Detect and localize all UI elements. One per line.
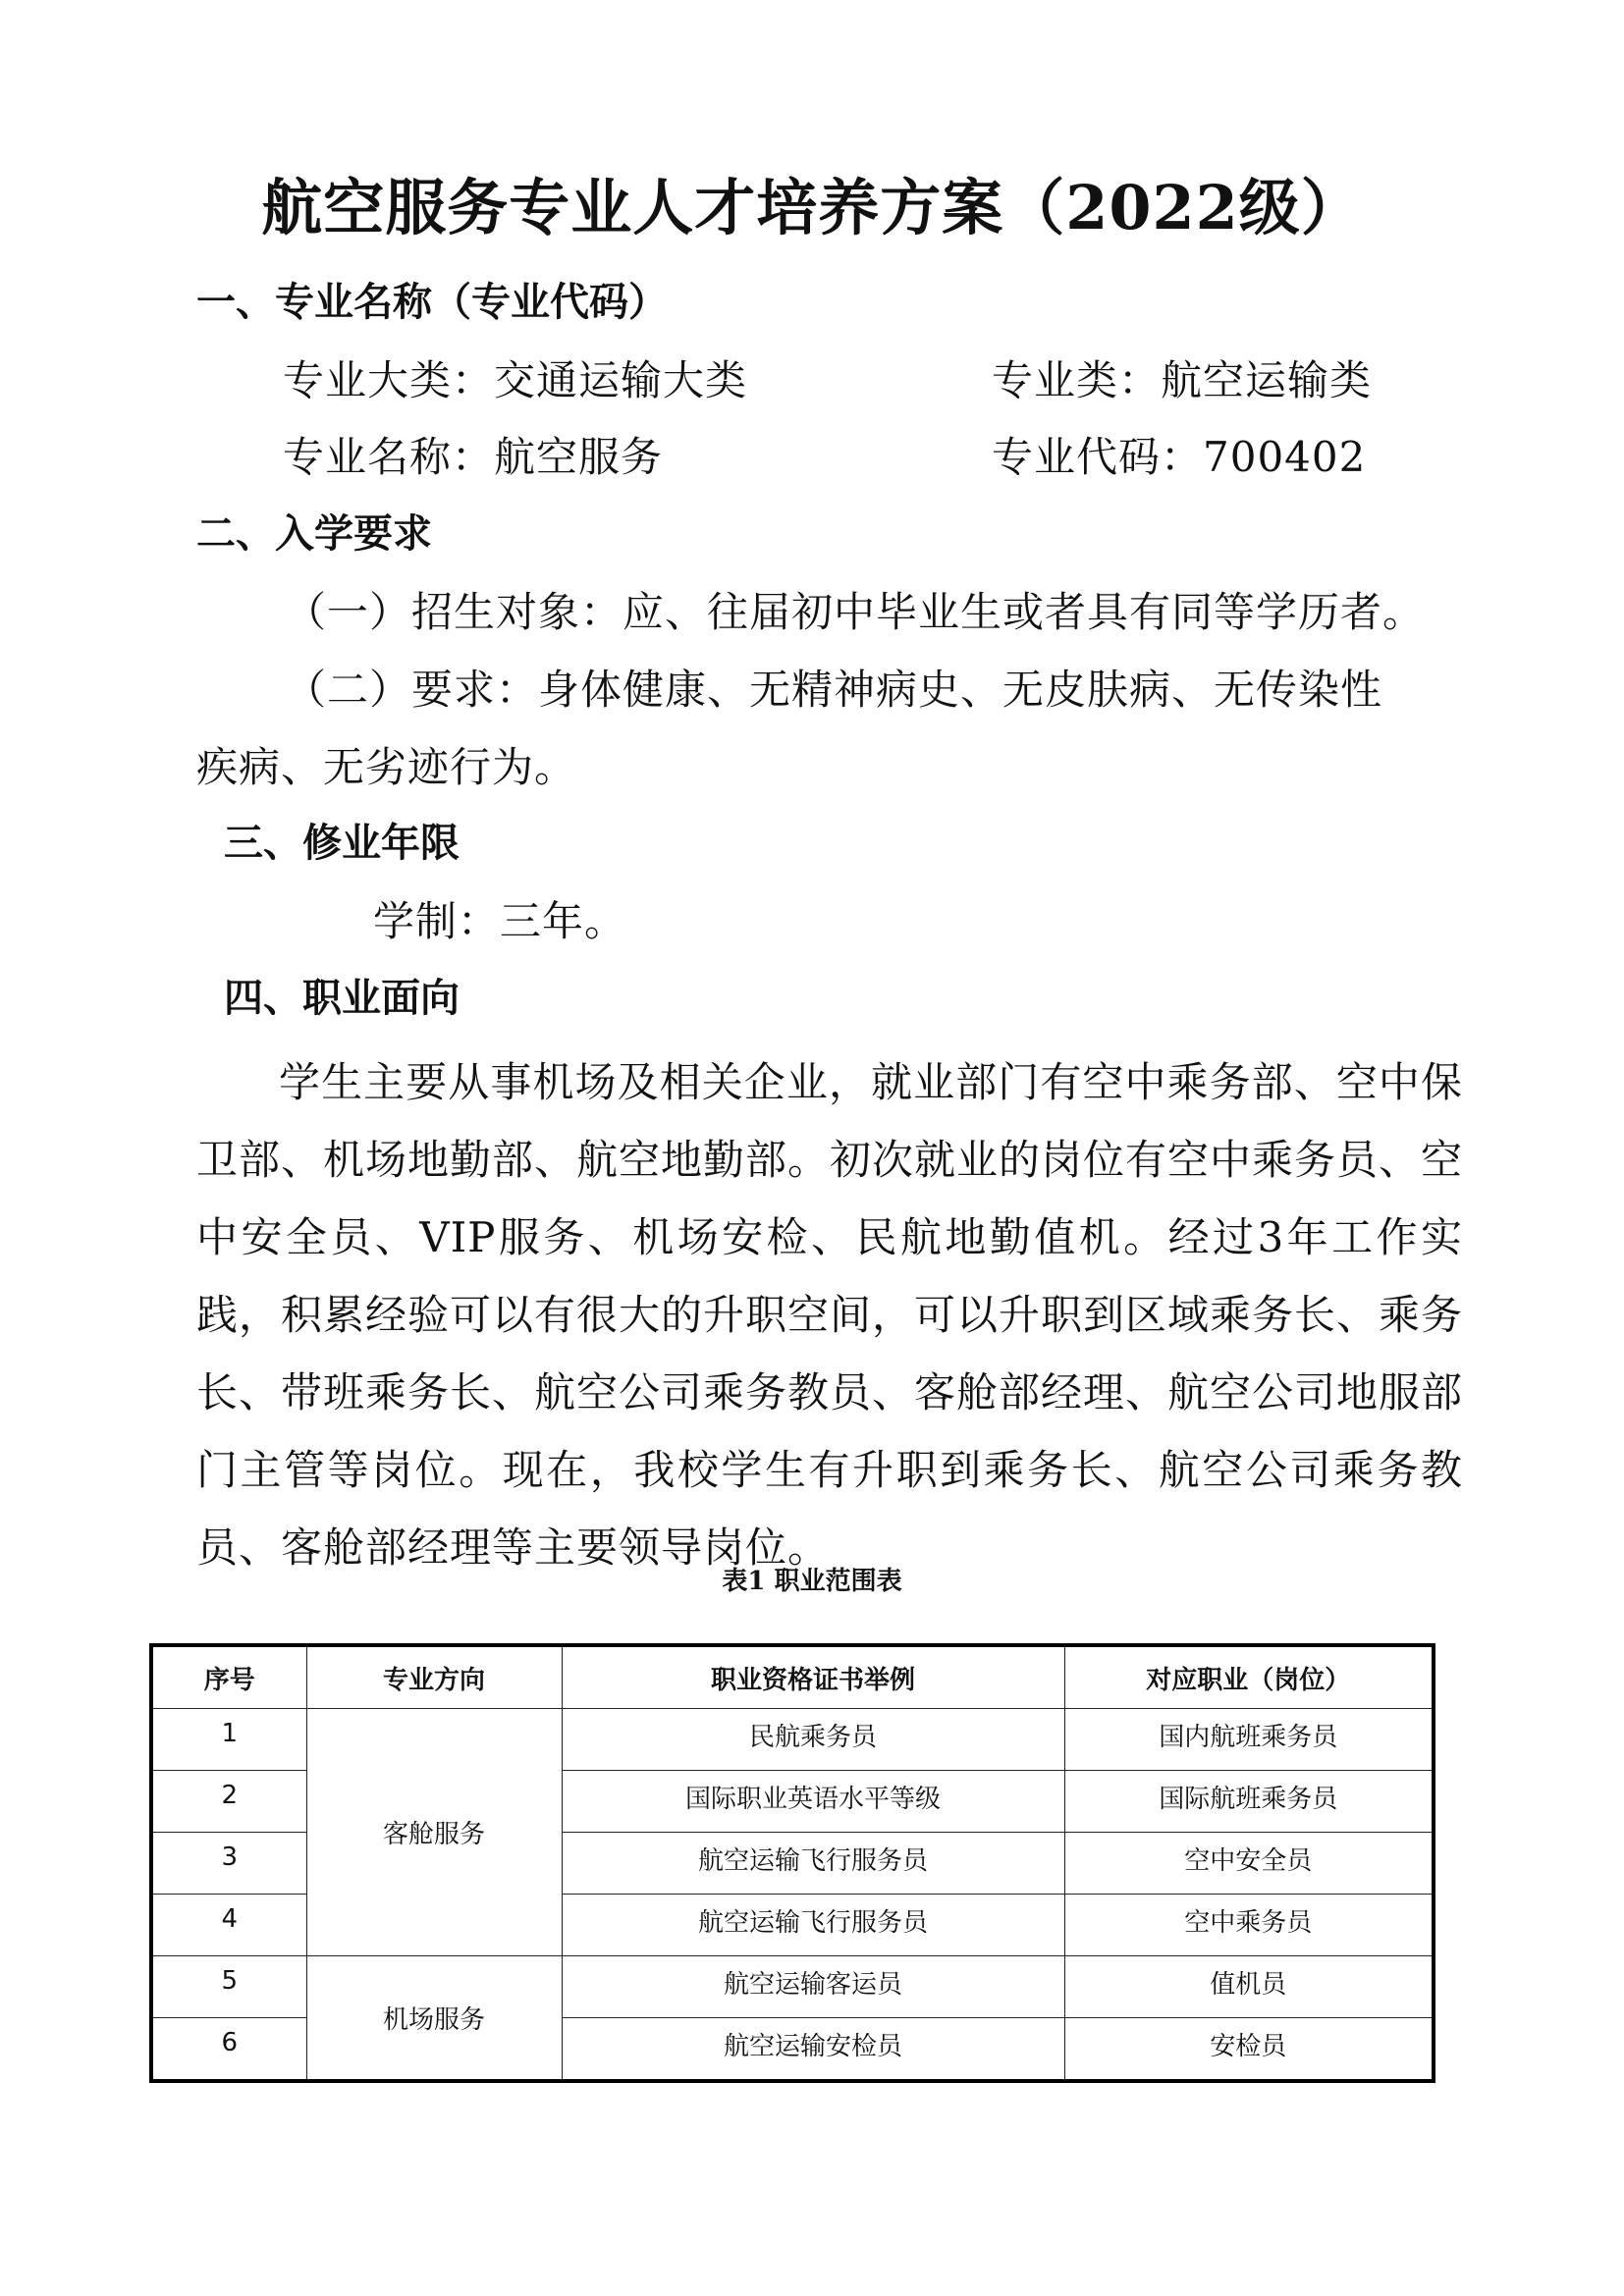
table-row — [151, 1709, 1434, 1771]
header-certificate: 职业资格证书举例 — [562, 1645, 1064, 1709]
header-serial: 序号 — [151, 1645, 306, 1709]
major-class: 专业类：航空运输类 — [992, 356, 1373, 404]
table-header-row — [151, 1645, 1434, 1709]
major-code: 专业代码：700402 — [992, 433, 1367, 481]
header-direction: 专业方向 — [306, 1645, 562, 1709]
major-name: 专业名称：航空服务 — [283, 433, 664, 481]
row-certificate: 航空运输客运员 — [562, 1956, 1064, 2018]
row-number: 1 — [151, 1709, 306, 1771]
row-job: 国内航班乘务员 — [1064, 1709, 1434, 1771]
row-certificate: 航空运输飞行服务员 — [562, 1895, 1064, 1956]
direction-airport-service: 机场服务 — [306, 1956, 562, 2082]
admission-target: （一）招生对象：应、往届初中毕业生或者具有同等学历者。 — [285, 588, 1426, 636]
row-job: 空中安全员 — [1064, 1833, 1434, 1895]
row-certificate: 航空运输飞行服务员 — [562, 1833, 1064, 1895]
admission-requirement-line1: （二）要求：身体健康、无精神病史、无皮肤病、无传染性 — [285, 666, 1383, 714]
career-scope-table — [149, 1643, 1435, 2083]
direction-cabin-service: 客舱服务 — [306, 1709, 562, 1956]
section3-heading: 三、修业年限 — [224, 820, 460, 866]
header-job: 对应职业（岗位） — [1064, 1645, 1434, 1709]
row-job: 值机员 — [1064, 1956, 1434, 2018]
section2-heading: 二、入学要求 — [196, 510, 432, 557]
row-number: 4 — [151, 1895, 306, 1956]
row-job: 国际航班乘务员 — [1064, 1771, 1434, 1833]
admission-requirement-line2: 疾病、无劣迹行为。 — [196, 743, 577, 791]
table-caption: 表1 职业范围表 — [722, 1567, 902, 1596]
row-certificate: 民航乘务员 — [562, 1709, 1064, 1771]
document-title: 航空服务专业人才培养方案（2022级） — [261, 172, 1363, 243]
row-certificate: 航空运输安检员 — [562, 2018, 1064, 2082]
row-number: 2 — [151, 1771, 306, 1833]
row-number: 5 — [151, 1956, 306, 2018]
table-row — [151, 1956, 1434, 2018]
section4-heading: 四、职业面向 — [224, 975, 460, 1021]
row-certificate: 国际职业英语水平等级 — [562, 1771, 1064, 1833]
section1-heading: 一、专业名称（专业代码） — [196, 279, 668, 325]
major-category: 专业大类：交通运输大类 — [283, 356, 748, 404]
row-number: 3 — [151, 1833, 306, 1895]
row-number: 6 — [151, 2018, 306, 2082]
study-duration: 学制：三年。 — [373, 897, 627, 945]
career-paragraph: 学生主要从事机场及相关企业，就业部门有空中乘务部、空中保卫部、机场地勤部、航空地勤部。初次就业的岗位有空中乘务员、空中安全员、VIP服务、机场安检、民航地勤值机。经过3年工作实践，积累经验可以有很大的升职空间，可以升职到区域乘务长、乘务长、带班乘务长、航空公司乘务教员、客舱部经理、航空公司地服部门主管等岗位。现在，我校学生有升职到乘务长、航空公司乘务教员、客舱部经理等主要领导岗位。 — [196, 1058, 1464, 1572]
row-job: 安检员 — [1064, 2018, 1434, 2082]
row-job: 空中乘务员 — [1064, 1895, 1434, 1956]
